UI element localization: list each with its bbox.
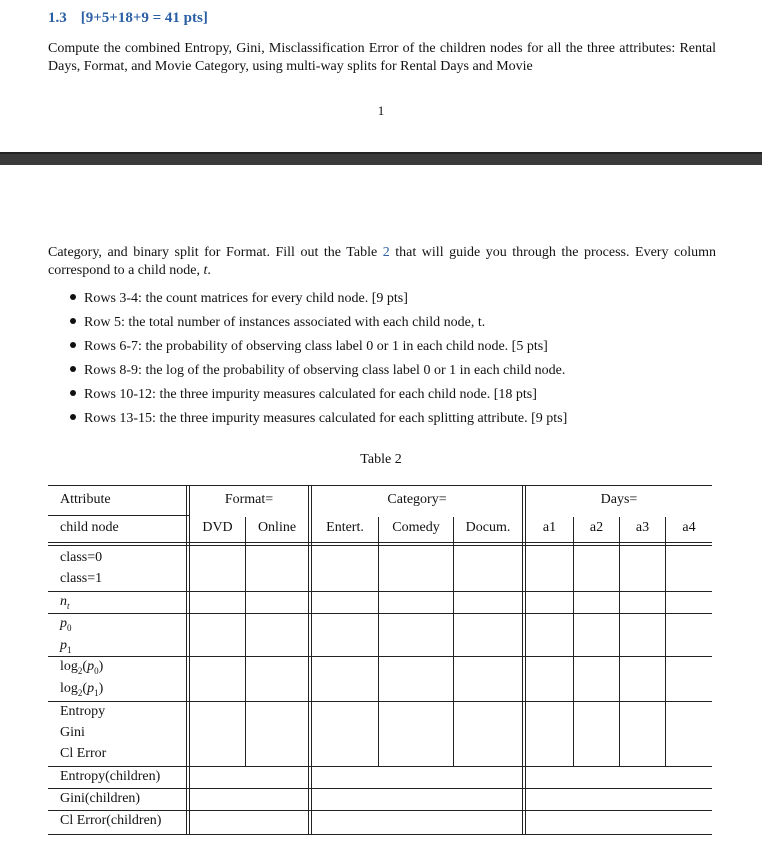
row-label-cl-error-children: Cl Error(children) — [60, 813, 162, 828]
section-points: [9+5+18+9 = 41 pts] — [80, 10, 208, 26]
column-header: a2 — [589, 520, 604, 535]
table-vline — [619, 517, 620, 766]
table-vline — [245, 517, 246, 766]
group-days-header: Days= — [600, 492, 638, 507]
row-label-entropy-children: Entropy(children) — [60, 769, 161, 784]
section-number: 1.3 — [48, 10, 67, 26]
row-label-gini-children: Gini(children) — [60, 791, 141, 806]
table-vline — [453, 517, 454, 766]
group-category-header: Category= — [387, 492, 447, 507]
table-vline — [573, 517, 574, 766]
table-rule — [48, 656, 712, 657]
page-number: 1 — [377, 103, 385, 118]
table-vline — [665, 517, 666, 766]
period: . — [207, 263, 211, 278]
row-label-entropy: Entropy — [60, 704, 106, 719]
row-label-log-p0: $\log_2(p_0)$ — [60, 659, 104, 676]
continuation-text: Category, and binary split for Format. Fill out the Table — [48, 245, 383, 260]
table-vline — [186, 485, 187, 834]
row-label-p1: $p_1$ — [60, 638, 72, 655]
table-top-rule — [48, 485, 712, 486]
table-rule — [48, 613, 712, 614]
group-format-header: Format= — [224, 492, 274, 507]
list-item: Rows 6-7: the probability of observing class label 0 or 1 in each child node. [5 pts] — [70, 338, 567, 362]
row-label-class0: class=0 — [60, 550, 103, 565]
table-vline — [525, 485, 526, 834]
table-vline — [378, 517, 379, 766]
column-header: a3 — [635, 520, 650, 535]
variable-t: t — [203, 263, 208, 278]
list-item: Rows 3-4: the count matrices for every child node. [9 pts] — [70, 290, 567, 314]
column-header: DVD — [202, 520, 233, 535]
table-rule — [48, 701, 712, 702]
table-caption: Table 2 — [360, 452, 402, 467]
table-rule — [48, 766, 712, 767]
column-header: Comedy — [392, 520, 440, 535]
row-label-gini: Gini — [60, 725, 85, 740]
row-label-log-p1: $\log_2(p_1)$ — [60, 681, 104, 698]
column-header: a1 — [542, 520, 557, 535]
table-vline — [189, 485, 190, 834]
table-rule — [48, 788, 712, 789]
table-vline — [311, 485, 312, 834]
column-header: Online — [257, 520, 297, 535]
continuation-text-2: that will guide you through the process. Every column correspond to a child node, — [48, 245, 716, 278]
table-rule — [48, 810, 712, 811]
row-label-nt: $n_t$ — [60, 594, 70, 611]
row-label-cl-error: Cl Error — [60, 746, 107, 761]
table-rule — [48, 515, 189, 516]
list-item: Rows 10-12: the three impurity measures calculated for each child node. [18 pts] — [70, 386, 567, 410]
list-item: Rows 13-15: the three impurity measures calculated for each splitting attribute. [9 pts] — [70, 410, 567, 434]
table-vline — [522, 485, 523, 834]
table-reference-link[interactable]: 2 — [382, 245, 390, 260]
child-node-header: child node — [60, 520, 119, 535]
row-label-p0: $p_0$ — [60, 616, 72, 633]
column-header: Entert. — [326, 520, 364, 535]
table-rule — [48, 591, 712, 592]
table-vline — [308, 485, 309, 834]
intro-paragraph: Compute the combined Entropy, Gini, Misclassification Error of the children nodes for all the three attributes: Rental Days, Format, and Movie Category, using multi-way splits for Rental Days and Movie — [48, 41, 716, 74]
list-item: Row 5: the total number of instances associated with each child node, t. — [70, 314, 567, 338]
table-rule — [48, 545, 712, 546]
attribute-header: Attribute — [60, 492, 111, 507]
row-label-class1: class=1 — [60, 571, 103, 586]
column-header: a4 — [682, 520, 696, 535]
column-header: Docum. — [465, 520, 511, 535]
list-item: Rows 8-9: the log of the probability of observing class label 0 or 1 in each child node. — [70, 362, 567, 386]
table-bottom-rule — [48, 834, 712, 835]
table-rule — [48, 542, 712, 543]
